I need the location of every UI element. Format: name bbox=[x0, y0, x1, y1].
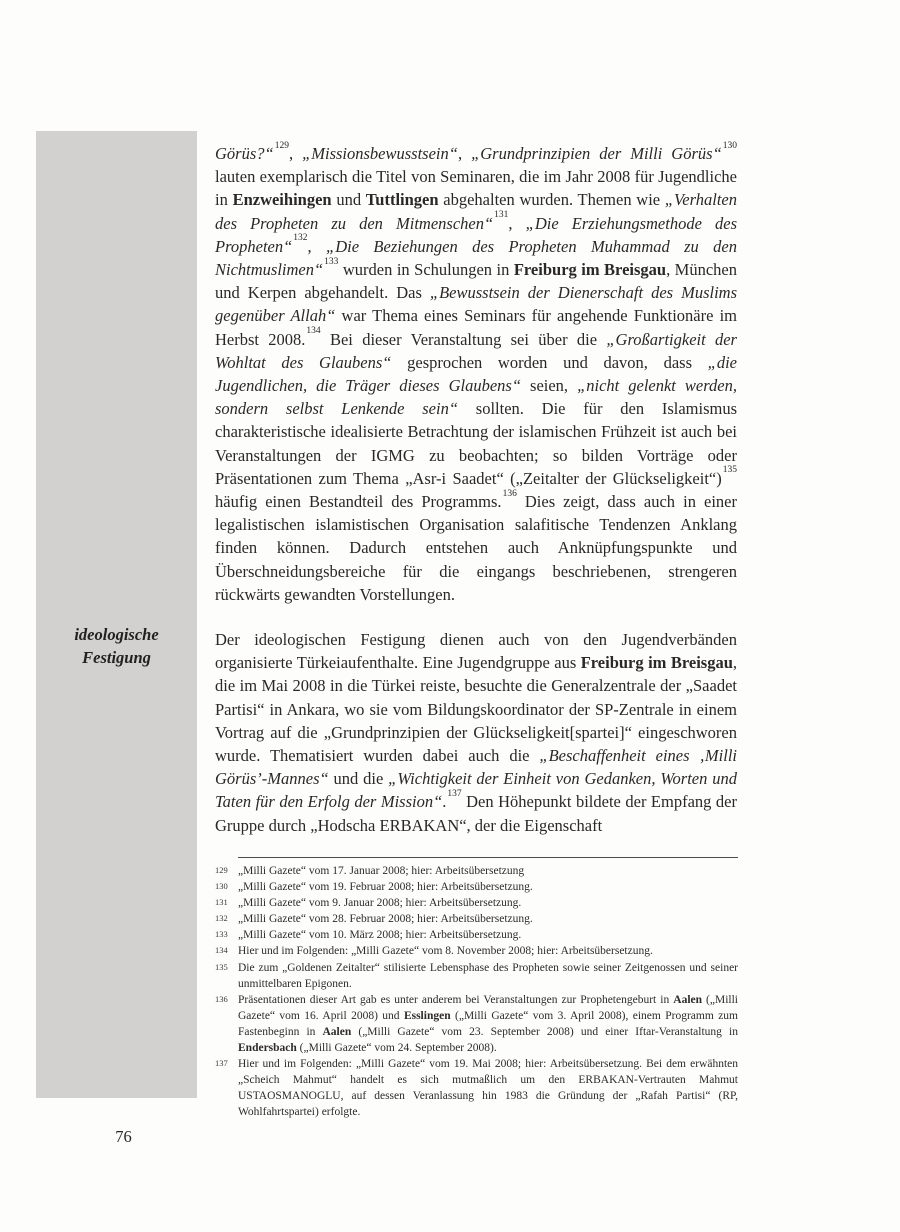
footnote-separator bbox=[238, 857, 738, 858]
text-run: Freiburg im Breisgau bbox=[513, 260, 667, 280]
page-number: 76 bbox=[115, 1127, 132, 1146]
text-run: , bbox=[307, 236, 327, 256]
text-run: Hier und im Folgenden: „Milli Gazete“ vom 19. Mai 2008; hier: Arbeitsübersetzung. Bei dem erwähnten „Scheich Mahmut“ handelt es sich mutmaßlich um den ERBAKAN-Vertrauten Mahmut USTAOSMANOGLU, auf dessen Veranlassung hin 1983 die Gründung der „Rafah Partisi“ (RP, Wohlfahrtspartei) erfolgte. bbox=[238, 1058, 738, 1119]
text-run: und bbox=[331, 190, 366, 210]
text-run: „die Jugendlichen, die Träger dieses Glaubens“ bbox=[215, 352, 737, 396]
footnote-list bbox=[215, 863, 738, 1121]
text-run: „Die Beziehungen des Propheten Muhammad zu den Nichtmuslimen“ bbox=[215, 236, 737, 280]
footnote-132 bbox=[215, 911, 738, 927]
text-run: war Thema eines Seminars für angehende Funktionäre im Herbst 2008. bbox=[215, 306, 737, 349]
footnote-number: 135 bbox=[215, 961, 228, 972]
footnotes-section bbox=[215, 857, 738, 1121]
footnote-marker: 133 bbox=[324, 256, 339, 267]
text-run: , bbox=[457, 144, 472, 163]
text-run: , bbox=[508, 213, 526, 233]
text-run: Die zum „Goldenen Zeitalter“ stilisierte Lebensphase des Propheten sowie seiner Zeitgenossen und seiner unmittelbaren Epigonen. bbox=[238, 961, 738, 990]
footnote-136 bbox=[215, 992, 738, 1056]
footnote-131 bbox=[215, 895, 738, 911]
text-run: „Großartigkeit der Wohltat des Glaubens“ bbox=[215, 329, 737, 372]
footnote-marker: 136 bbox=[502, 488, 517, 499]
margin-sidebar bbox=[36, 131, 197, 1098]
footnote-text bbox=[238, 911, 738, 927]
text-run: sollten. Die für den Islamismus charakteristische idealisierte Betrachtung der islamischen Frühzeit ist auch bei Veranstaltungen der IGMG zu beobachten; so bilden Vorträge oder Präsentationen zum Thema „Asr-i Saadet“ („Zeitalter der Glückseligkeit“) bbox=[215, 399, 737, 488]
text-run: häufig einen Bestandteil des Programms. bbox=[215, 492, 502, 512]
text-run: Freiburg im Breisgau bbox=[580, 653, 733, 673]
footnote-text bbox=[238, 960, 738, 992]
text-run: Den Höhepunkt bildete der Empfang der Gruppe durch „Hodscha ERBAKAN“, der die Eigenschaft bbox=[215, 792, 737, 835]
paragraph-2 bbox=[215, 628, 737, 837]
text-run: , die im Mai 2008 in die Türkei reiste, besuchte die Generalzentrale der „Saadet Partisi“ in Ankara, wo sie vom Bildungskoordinator der SP-Zentrale in einem Vortrag auf die „Grundprinzipien der Glückseligkeit[spartei]“ eingeschworen wurde. Thematisiert wurden dabei auch die bbox=[215, 653, 737, 766]
footnote-text bbox=[238, 1056, 738, 1120]
footnote-text bbox=[238, 863, 738, 879]
text-run: „Grundprinzipien der Milli Görüs“ bbox=[471, 144, 722, 163]
text-run: , München und Kerpen abgehandelt. Das bbox=[215, 260, 737, 303]
text-run: Aalen bbox=[322, 1025, 352, 1038]
text-run: Bei dieser Veranstaltung sei über die bbox=[320, 329, 607, 349]
body-text bbox=[215, 142, 737, 837]
text-run: Görüs?“ bbox=[215, 144, 274, 163]
text-run: („Milli Gazete“ vom 23. September 2008) und einer Iftar-Veranstaltung in bbox=[351, 1025, 738, 1038]
footnote-number: 137 bbox=[215, 1058, 228, 1069]
text-run: Aalen bbox=[673, 993, 703, 1006]
text-run: Dies zeigt, dass auch in einer legalistischen islamistischen Organisation salafitische Tendenzen Anklang finden können. Dadurch entstehen auch Anknüpfungspunkte und Überschneidungsbereiche für die eingangs beschriebenen, strengeren rückwärts gewandten Vorstellungen. bbox=[215, 492, 737, 604]
text-run: („Milli Gazete“ vom 16. April 2008) und bbox=[238, 993, 738, 1022]
footnote-130 bbox=[215, 879, 738, 895]
text-run: Hier und im Folgenden: „Milli Gazete“ vom 8. November 2008; hier: Arbeitsübersetzung. bbox=[238, 945, 653, 958]
text-run: „Die Erziehungsmethode des Propheten“ bbox=[215, 213, 737, 256]
footnote-number: 136 bbox=[215, 993, 228, 1004]
footnote-marker: 134 bbox=[306, 326, 321, 337]
footnote-text bbox=[238, 992, 738, 1056]
text-run: „Missionsbewusstsein“ bbox=[302, 144, 458, 163]
text-run: „Milli Gazete“ vom 10. März 2008; hier: Arbeitsübersetzung. bbox=[238, 929, 522, 942]
text-run: Esslingen bbox=[403, 1009, 451, 1022]
footnote-marker: 131 bbox=[494, 210, 509, 221]
text-run: („Milli Gazete“ vom 3. April 2008), einem Programm zum Fastenbeginn in bbox=[238, 1009, 738, 1038]
footnote-129 bbox=[215, 863, 738, 879]
text-run: Der ideologischen Festigung dienen auch von den Jugendverbänden organisierte Türkeiaufenthalte. Eine Jugendgruppe aus bbox=[215, 630, 737, 673]
footnote-number: 131 bbox=[215, 897, 228, 908]
text-run: gesprochen worden und davon, dass bbox=[391, 352, 708, 372]
text-run: „Verhalten des Propheten zu den Mitmenschen“ bbox=[215, 190, 737, 233]
footnote-marker: 132 bbox=[293, 233, 308, 244]
margin-note-line-1: ideologische bbox=[74, 625, 159, 644]
text-run: „Milli Gazete“ vom 17. Januar 2008; hier: Arbeitsübersetzung bbox=[238, 865, 525, 877]
text-run: Präsentationen dieser Art gab es unter anderem bei Veranstaltungen zur Prophetengeburt in bbox=[238, 993, 674, 1006]
footnote-text bbox=[238, 943, 738, 959]
text-run: Endersbach bbox=[238, 1042, 297, 1055]
footnote-134 bbox=[215, 943, 738, 959]
footnote-133 bbox=[215, 927, 738, 943]
footnote-number: 132 bbox=[215, 913, 228, 924]
footnote-number: 129 bbox=[215, 865, 228, 875]
paragraph-1 bbox=[215, 142, 737, 606]
text-run: lauten exemplarisch die Titel von Seminaren, die im Jahr 2008 für Jugendliche in bbox=[215, 167, 737, 210]
text-run: „Milli Gazete“ vom 19. Februar 2008; hier: Arbeitsübersetzung. bbox=[238, 881, 533, 894]
footnote-135 bbox=[215, 960, 738, 992]
footnote-marker: 135 bbox=[722, 465, 737, 476]
text-run: , bbox=[288, 144, 303, 163]
footnote-number: 130 bbox=[215, 881, 228, 892]
footnote-137 bbox=[215, 1056, 738, 1120]
footnote-marker: 129 bbox=[274, 140, 289, 151]
footnote-marker: 137 bbox=[447, 788, 462, 799]
text-run: seien, bbox=[521, 376, 578, 396]
text-run: Tuttlingen bbox=[365, 190, 439, 210]
text-run: „Bewusstsein der Dienerschaft des Muslims gegenüber Allah“ bbox=[215, 283, 738, 326]
text-run: Enzweihingen bbox=[232, 190, 332, 210]
footnote-text bbox=[238, 927, 738, 943]
margin-note-line-2: Festigung bbox=[82, 647, 151, 667]
footnote-number: 133 bbox=[215, 929, 228, 940]
footnote-marker: 130 bbox=[722, 140, 737, 151]
text-run: und die bbox=[328, 769, 389, 789]
text-run: abgehalten wurden. Themen wie bbox=[438, 190, 665, 210]
text-run: „nicht gelenkt werden, sondern selbst Lenkende sein“ bbox=[215, 376, 737, 419]
footnote-text bbox=[238, 879, 738, 895]
text-run: „Milli Gazete“ vom 28. Februar 2008; hier: Arbeitsübersetzung. bbox=[238, 913, 533, 926]
text-run: „Beschaffenheit eines ‚Milli Görüs’-Mannes“ bbox=[215, 746, 738, 789]
text-run: . bbox=[442, 792, 447, 812]
footnote-text bbox=[238, 895, 738, 911]
text-run: „Wichtigkeit der Einheit von Gedanken, Worten und Taten für den Erfolg der Mission“ bbox=[215, 769, 737, 812]
text-run: („Milli Gazete“ vom 24. September 2008). bbox=[296, 1042, 497, 1055]
footnote-number: 134 bbox=[215, 945, 228, 956]
text-run: „Milli Gazete“ vom 9. Januar 2008; hier: Arbeitsübersetzung. bbox=[238, 897, 522, 910]
margin-note bbox=[36, 624, 197, 669]
text-run: wurden in Schulungen in bbox=[338, 260, 514, 280]
